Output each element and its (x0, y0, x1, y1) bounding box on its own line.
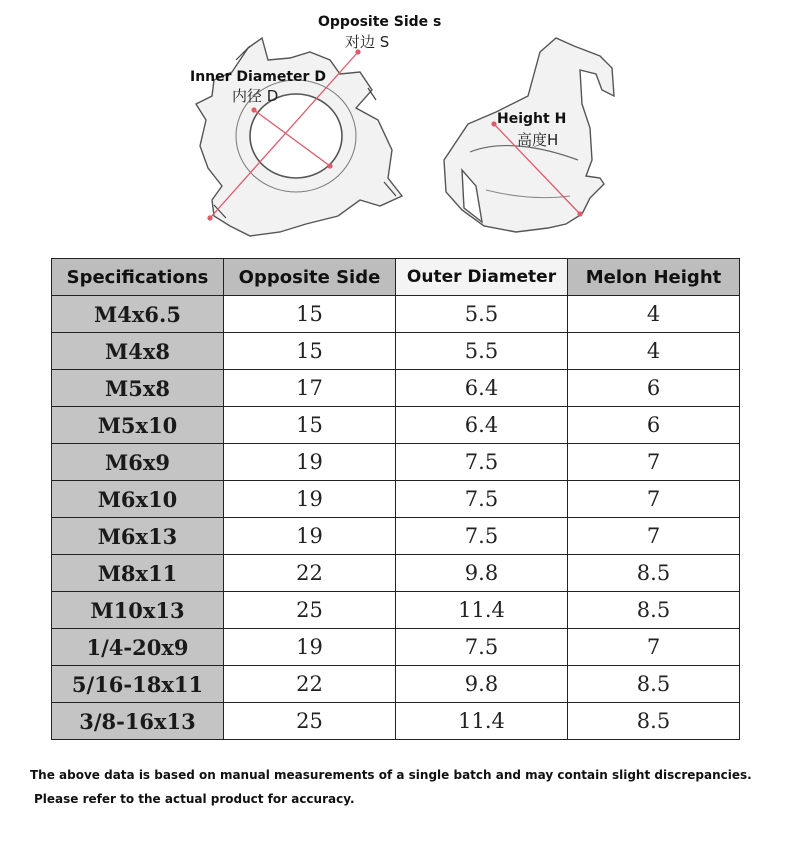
table-row (52, 518, 740, 555)
opposite-side-cell: 19 (224, 444, 396, 481)
table-row (52, 703, 740, 740)
table-row (52, 444, 740, 481)
outer-diameter-cell: 6.4 (396, 407, 568, 444)
inner-diameter-label: Inner Diameter D (190, 69, 326, 85)
header-specifications: Specifications (52, 259, 224, 296)
product-diagram (0, 0, 790, 260)
disclaimer-line-2: Please refer to the actual product for accuracy. (34, 792, 355, 806)
outer-diameter-cell: 9.8 (396, 555, 568, 592)
spec-cell: M6x10 (52, 481, 224, 518)
spec-cell: M6x9 (52, 444, 224, 481)
opposite-side-cell: 22 (224, 555, 396, 592)
outer-diameter-cell: 5.5 (396, 296, 568, 333)
inner-diameter-label-cn: 内径 D (232, 87, 279, 105)
tee-nut-top-view (196, 38, 402, 236)
spec-cell: M5x10 (52, 407, 224, 444)
outer-diameter-cell: 11.4 (396, 703, 568, 740)
opposite-side-cell: 19 (224, 629, 396, 666)
outer-diameter-cell: 7.5 (396, 629, 568, 666)
opposite-side-cell: 17 (224, 370, 396, 407)
disclaimer-line-1: The above data is based on manual measurements of a single batch and may contain slight discrepancies. (30, 768, 752, 782)
spec-cell: 5/16-18x11 (52, 666, 224, 703)
table-row (52, 666, 740, 703)
spec-cell: M8x11 (52, 555, 224, 592)
spec-cell: 1/4-20x9 (52, 629, 224, 666)
melon-height-cell: 8.5 (568, 592, 740, 629)
opposite-side-cell: 19 (224, 481, 396, 518)
table-row (52, 296, 740, 333)
height-label: Height H (497, 111, 567, 127)
melon-height-cell: 7 (568, 518, 740, 555)
melon-height-cell: 7 (568, 481, 740, 518)
melon-height-cell: 6 (568, 407, 740, 444)
table-row (52, 481, 740, 518)
table-row (52, 407, 740, 444)
outer-diameter-cell: 9.8 (396, 666, 568, 703)
spec-cell: M6x13 (52, 518, 224, 555)
melon-height-cell: 8.5 (568, 555, 740, 592)
table-row (52, 592, 740, 629)
spec-cell: M10x13 (52, 592, 224, 629)
melon-height-cell: 8.5 (568, 666, 740, 703)
spec-cell: M4x8 (52, 333, 224, 370)
outer-diameter-cell: 6.4 (396, 370, 568, 407)
melon-height-cell: 7 (568, 629, 740, 666)
header-melon-height: Melon Height (568, 259, 740, 296)
opposite-side-cell: 15 (224, 296, 396, 333)
melon-height-cell: 6 (568, 370, 740, 407)
table-row (52, 370, 740, 407)
outer-diameter-cell: 7.5 (396, 444, 568, 481)
table-header-row (52, 259, 740, 296)
spec-cell: M4x6.5 (52, 296, 224, 333)
table-row (52, 555, 740, 592)
melon-height-cell: 8.5 (568, 703, 740, 740)
specification-table (51, 258, 740, 740)
outer-diameter-cell: 7.5 (396, 518, 568, 555)
opposite-side-cell: 25 (224, 703, 396, 740)
opposite-side-cell: 25 (224, 592, 396, 629)
table-row (52, 629, 740, 666)
opposite-side-label: Opposite Side s (318, 14, 442, 30)
header-outer-diameter: Outer Diameter (396, 259, 568, 296)
height-label-cn: 高度H (517, 131, 559, 149)
opposite-side-cell: 15 (224, 407, 396, 444)
opposite-side-label-cn: 对边 S (345, 33, 390, 51)
melon-height-cell: 7 (568, 444, 740, 481)
melon-height-cell: 4 (568, 333, 740, 370)
header-opposite-side: Opposite Side (224, 259, 396, 296)
melon-height-cell: 4 (568, 296, 740, 333)
outer-diameter-cell: 11.4 (396, 592, 568, 629)
spec-cell: 3/8-16x13 (52, 703, 224, 740)
outer-diameter-cell: 7.5 (396, 481, 568, 518)
table-row (52, 333, 740, 370)
opposite-side-cell: 15 (224, 333, 396, 370)
opposite-side-cell: 19 (224, 518, 396, 555)
spec-cell: M5x8 (52, 370, 224, 407)
tee-nut-sketch (0, 0, 790, 260)
outer-diameter-cell: 5.5 (396, 333, 568, 370)
opposite-side-cell: 22 (224, 666, 396, 703)
